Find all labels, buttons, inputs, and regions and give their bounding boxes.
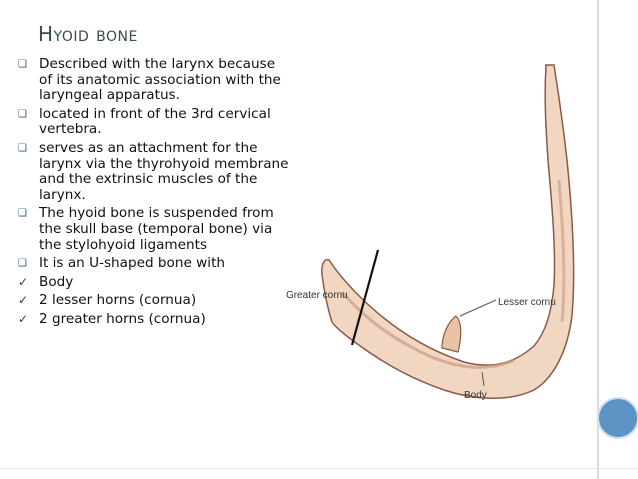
check-text: 2 greater horns (cornua) <box>39 310 206 327</box>
slide-frame-bottom <box>0 468 638 469</box>
checkmark-icon: ✓ <box>18 293 29 308</box>
lesser-cornu-leader <box>460 300 496 316</box>
check-item <box>18 312 290 328</box>
bullet-item <box>18 107 290 138</box>
hyoid-bone-illustration <box>284 60 584 410</box>
slide-title: Hyoid bone <box>38 22 138 46</box>
lesser-cornu-shape <box>442 316 461 352</box>
bullet-text: Described with the larynx because of its anatomic association with the laryngeal apparatus. <box>39 56 281 104</box>
bullet-item <box>18 141 290 203</box>
bullet-text: located in front of the 3rd cervical vertebra. <box>39 105 271 138</box>
hyoid-bone-figure <box>284 60 584 410</box>
lesser-cornu-label: Lesser cornu <box>498 297 556 308</box>
checkmark-icon: ✓ <box>18 311 29 326</box>
bullet-item <box>18 256 290 272</box>
body-label: Body <box>464 390 487 401</box>
check-text: Body <box>39 273 74 290</box>
bullet-text: serves as an attachment for the larynx via the thyrohyoid membrane and the extrinsic muscles of the larynx. <box>39 139 289 203</box>
square-bullet-icon: ❑ <box>18 108 27 120</box>
bullet-list <box>18 57 290 331</box>
square-bullet-icon: ❑ <box>18 258 27 270</box>
nav-circle-icon[interactable] <box>597 397 638 439</box>
checkmark-icon: ✓ <box>18 274 29 289</box>
bullet-item <box>18 57 290 104</box>
bullet-item <box>18 206 290 253</box>
square-bullet-icon: ❑ <box>18 142 27 154</box>
greater-cornu-label: Greater cornu <box>286 290 348 301</box>
bullet-text: The hyoid bone is suspended from the skull base (temporal bone) via the stylohyoid ligaments <box>39 205 274 253</box>
square-bullet-icon: ❑ <box>18 59 27 70</box>
check-text: 2 lesser horns (cornua) <box>39 292 197 309</box>
check-item <box>18 293 290 309</box>
check-item <box>18 275 290 291</box>
bullet-text: It is an U-shaped bone with <box>39 255 226 272</box>
square-bullet-icon: ❑ <box>18 208 27 220</box>
